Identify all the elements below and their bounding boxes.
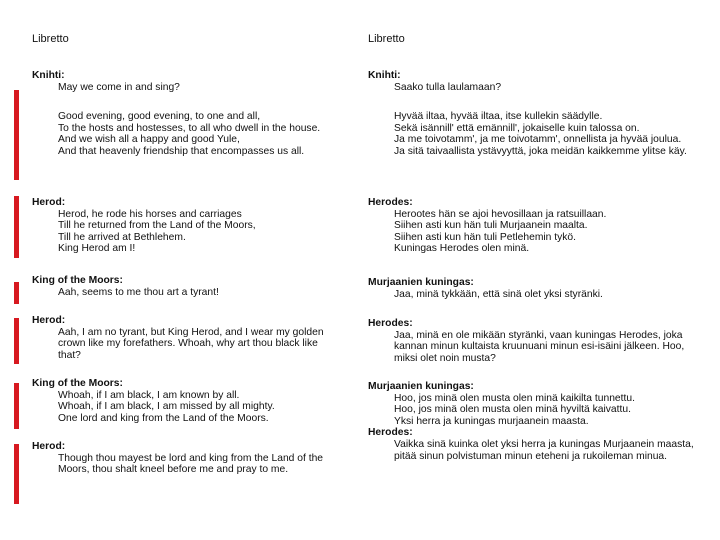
verse-line: Kuningas Herodes olen minä. — [394, 243, 530, 255]
verse-line: And we wish all a happy and good Yule, — [58, 134, 240, 146]
verse-line: Hoo, jos minä olen musta olen minä kaikilta tunnettu. — [394, 392, 635, 404]
verse-block — [32, 275, 219, 298]
margin-bar — [14, 282, 19, 304]
speaker-name: Herod: — [32, 315, 66, 326]
verse-line: Hyvää iltaa, hyvää iltaa, itse kullekin säädylle. — [394, 111, 603, 122]
verse-line: Herod, he rode his horses and carriages — [58, 208, 242, 220]
verse-block — [32, 70, 180, 93]
verse-line: And that heavenly friendship that encompasses us all. — [58, 145, 305, 157]
verse-block — [32, 378, 275, 424]
verse-block — [368, 111, 687, 157]
verse-block — [368, 277, 603, 300]
margin-bar — [14, 444, 19, 504]
verse-line: Till he arrived at Bethlehem. — [58, 231, 186, 243]
verse-line: Hoo, jos minä olen musta olen minä hyviltä kaivattu. — [394, 404, 631, 416]
verse-line: Good evening, good evening, to one and all, — [58, 111, 261, 122]
verse-block — [368, 197, 606, 255]
speaker-name: Knihti: — [32, 70, 65, 81]
verse-line: To the hosts and hostesses, to all who dwell in the house. — [58, 122, 321, 134]
verse-line: One lord and king from the Land of the Moors. — [58, 412, 269, 424]
verse-line: Herootes hän se ajoi hevosillaan ja ratsuillaan. — [394, 208, 607, 220]
speaker-name: Murjaanien kuningas: — [368, 277, 474, 288]
verse-block — [368, 318, 698, 364]
column-header: Libretto — [32, 33, 69, 45]
margin-bar — [14, 383, 19, 429]
verse-line: Saako tulla laulamaan? — [394, 81, 502, 93]
verse-line: Vaikka sinä kuinka olet yksi herra ja kuningas Murjaanein maasta, pitää sinun polvistuman minun eteheni ja rukoileman minua. — [394, 438, 694, 462]
verse-line: May we come in and sing? — [58, 81, 180, 93]
verse-line: Aah, seems to me thou art a tyrant! — [58, 286, 219, 298]
verse-line: Yksi herra ja kuningas murjaanein maasta. — [394, 415, 589, 427]
verse-line: Jaa, minä tykkään, että sinä olet yksi styränki. — [394, 288, 603, 300]
margin-bar — [14, 196, 19, 258]
speaker-name: Herodes: — [368, 427, 413, 439]
verse-block — [368, 70, 501, 93]
verse-line: Sekä isännill' että emännill', jokaiselle kuin talossa on. — [394, 122, 640, 134]
speaker-name: King of the Moors: — [32, 275, 123, 286]
speaker-name: Herod: — [32, 197, 66, 208]
verse-line: Siihen asti kun hän tuli Petlehemin tykö. — [394, 231, 577, 243]
verse-line: Ja sitä taivaallista ystävyyttä, joka meidän kaikkemme ylitse käy. — [394, 145, 687, 157]
margin-bar — [14, 318, 19, 364]
verse-line: King Herod am I! — [58, 243, 136, 255]
speaker-name: Herodes: — [368, 318, 413, 329]
verse-line: Though thou mayest be lord and king from the Land of the Moors, thou shalt kneel before me and pray to me. — [58, 452, 324, 476]
verse-line: Till he returned from the Land of the Moors, — [58, 220, 256, 232]
speaker-name: King of the Moors: — [32, 378, 123, 389]
speaker-name: Herod: — [32, 441, 66, 452]
speaker-name: Herodes: — [368, 197, 413, 208]
verse-line: Aah, I am no tyrant, but King Herod, and I wear my golden crown like my forefathers. Whoah, why art thou black like that? — [58, 326, 324, 361]
verse-block — [32, 111, 320, 157]
verse-line: Ja me toivotamm', ja me toivotamm', onnellista ja hyvää joulua. — [394, 134, 682, 146]
verse-line: Whoah, if I am black, I am missed by all mighty. — [58, 401, 275, 413]
verse-line: Siihen asti kun hän tuli Murjaanein maalta. — [394, 220, 588, 232]
verse-block — [32, 197, 256, 255]
column-header: Libretto — [368, 33, 405, 45]
verse-line: Jaa, minä en ole mikään styränki, vaan kuningas Herodes, joka kannan minun kultaista kruunuani minun esi-isäini jälkeen. Hoo, miksi olet noin musta? — [394, 329, 685, 364]
verse-block — [32, 315, 336, 361]
verse-line: Whoah, if I am black, I am known by all. — [58, 389, 240, 401]
verse-block — [368, 381, 698, 462]
margin-bar — [14, 90, 19, 180]
speaker-name: Murjaanien kuningas: — [368, 381, 474, 392]
verse-block — [32, 441, 336, 476]
speaker-name: Knihti: — [368, 70, 401, 81]
